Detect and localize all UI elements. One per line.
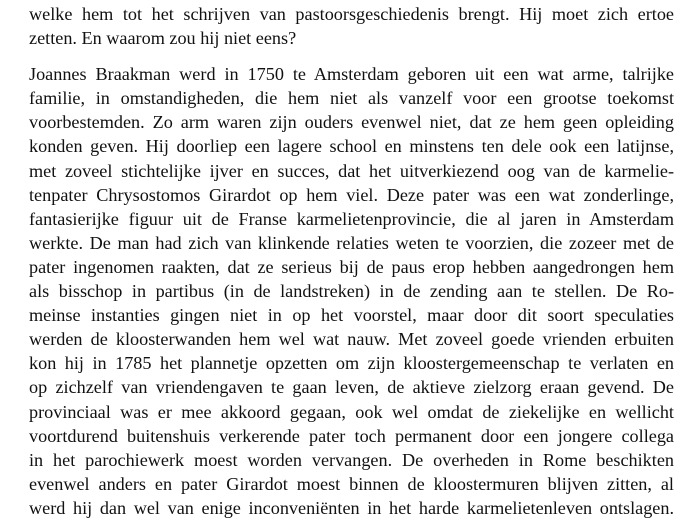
text-line: zetten. En waarom zou hij niet eens? bbox=[29, 28, 297, 49]
text-line: familie, in omstandigheden, die hem niet als vanzelf voor een grootse toekomst bbox=[29, 88, 674, 109]
text-line: met zoveel stichtelijke ijver en succes, dat het uitverkiezend oog van de karmelie- bbox=[29, 160, 674, 181]
text-line: provinciaal was er mee akkoord gegaan, ook wel omdat de ziekelijke en wellicht bbox=[29, 401, 674, 422]
text-line: konden geven. Hij doorliep een lagere school en minstens ten dele ook een latijnse, bbox=[29, 136, 674, 157]
text-line: werkte. De man had zich van klinkende relaties weten te voorzien, die zozeer met de bbox=[29, 232, 674, 253]
text-line: werden de kloosterwanden hem wel wat nauw. Met zoveel goede vrienden erbuiten bbox=[29, 329, 674, 350]
text-line: Joannes Braakman werd in 1750 te Amsterdam geboren uit een wat arme, talrijke bbox=[29, 64, 674, 85]
text-line: voortdurend buitenshuis verkerende pater toch permanent door een jongere collega bbox=[29, 425, 674, 446]
text-line: als bisschop in partibus (in de landstreken) in de zending aan te stellen. De Ro- bbox=[29, 281, 674, 302]
text-line: welke hem tot het schrijven van pastoorsgeschiedenis brengt. Hij moet zich ertoe bbox=[29, 4, 674, 24]
text-line: meinse instanties gingen niet in op het voorstel, maar door dit soort speculaties bbox=[29, 305, 674, 326]
text-line: op zichzelf van vriendengaven te gaan leven, de aktieve zielzorg eraan gevend. De bbox=[29, 377, 674, 398]
text-line: pater ingenomen raakten, dat ze serieus bij de paus erop hebben aangedrongen hem bbox=[29, 256, 674, 277]
document-page bbox=[29, 2, 674, 520]
text-line: voorbestemden. Zo arm waren zijn ouders evenwel niet, dat ze hem geen opleiding bbox=[29, 112, 674, 133]
text-line: werd hij dan wel van enige inconveniënten in het harde karmelietenleven ontslagen. bbox=[29, 497, 674, 518]
paragraph-2 bbox=[29, 62, 674, 520]
text-line: fantasierijke figuur uit de Franse karmelietenprovincie, die al jaren in Amsterdam bbox=[29, 208, 674, 229]
text-line: kon hij in 1785 het plannetje opzetten om zijn kloostergemeenschap te verlaten en bbox=[29, 353, 674, 374]
paragraph-1 bbox=[29, 2, 674, 50]
paragraph-spacer bbox=[29, 50, 674, 62]
text-line: in het parochiewerk moest worden vervangen. De overheden in Rome beschikten bbox=[29, 449, 674, 470]
text-line: tenpater Chrysostomos Girardot op hem viel. Deze pater was een wat zonderlinge, bbox=[29, 184, 674, 205]
text-line: evenwel anders en pater Girardot moest binnen de kloostermuren blijven zitten, al bbox=[29, 473, 674, 494]
